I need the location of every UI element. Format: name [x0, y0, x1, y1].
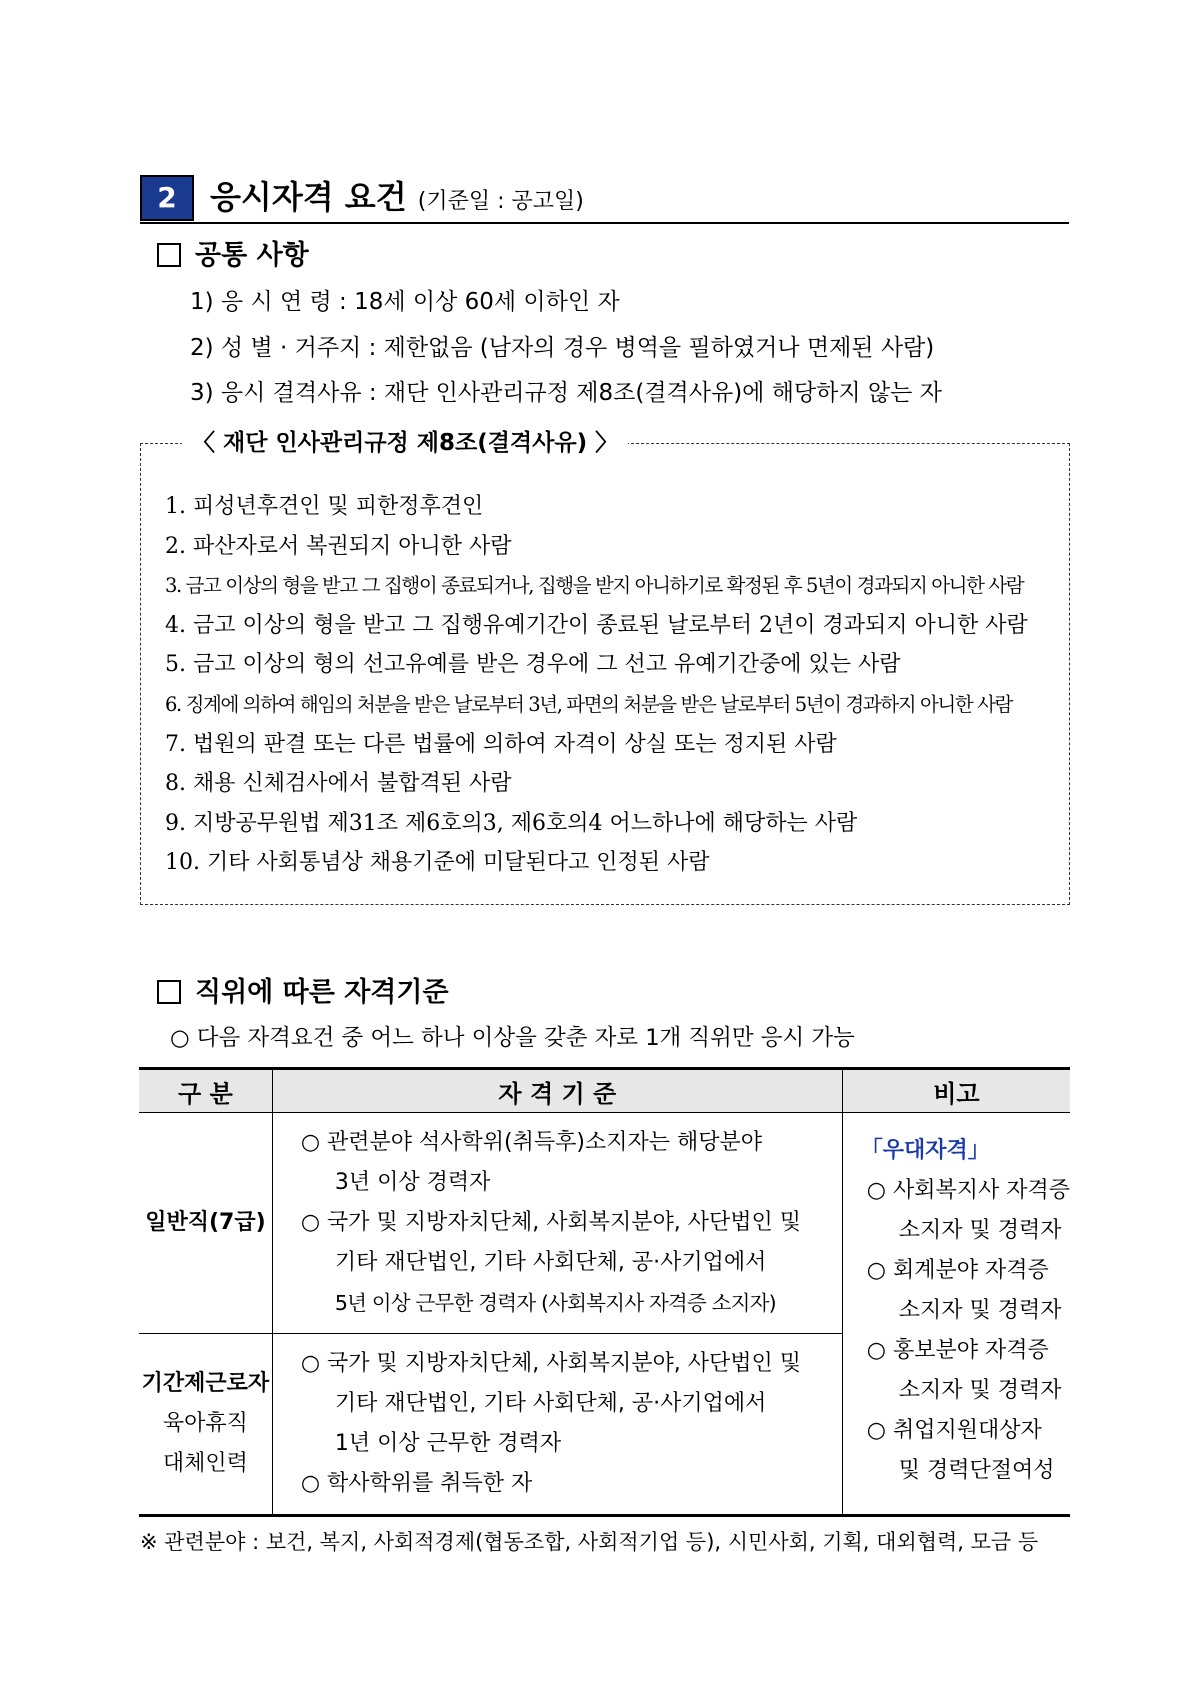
row2-category-line: 육아휴직	[162, 1411, 248, 1436]
row1-line: 5년 이상 근무한 경력자 (사회복지사 자격증 소지자)	[334, 1291, 776, 1315]
common-line-gender: 2) 성 별 · 거주지 : 제한없음 (남자의 경우 병역을 필하였거나 면제된 사람)	[190, 335, 935, 361]
row2-line: 기타 재단법인, 기타 사회단체, 공·사기업에서	[334, 1391, 767, 1416]
row1-line: 3년 이상 경력자	[334, 1170, 491, 1195]
section-subtitle: (기준일 : 공고일)	[417, 189, 584, 214]
common-line-disqualification: 3) 응시 결격사유 : 재단 인사관리규정 제8조(결격사유)에 해당하지 않는 자	[190, 380, 942, 406]
row2-line: 1년 이상 근무한 경력자	[334, 1431, 562, 1456]
table-header-row	[139, 1069, 1070, 1113]
disqualification-item: 7. 법원의 판결 또는 다른 법률에 의하여 자격이 상실 또는 정지된 사람	[165, 732, 837, 757]
common-line-age: 1) 응 시 연 령 : 18세 이상 60세 이하인 자	[190, 289, 620, 315]
header-criteria: 자 격 기 준	[272, 1069, 842, 1113]
row1-line: ○ 국가 및 지방자치단체, 사회복지분야, 사단법인 및	[300, 1210, 802, 1235]
disqualification-item: 6. 징계에 의하여 해임의 처분을 받은 날로부터 3년, 파면의 처분을 받은 날로부터 5년이 경과하지 아니한 사람	[165, 693, 1012, 716]
section-title-text: 응시자격 요건	[210, 178, 407, 216]
criteria-table	[139, 1067, 1070, 1517]
remarks-line: ○ 회계분야 자격증	[866, 1258, 1049, 1283]
remarks-line: 및 경력단절여성	[898, 1458, 1055, 1483]
row2-category-line: 대체인력	[162, 1451, 248, 1476]
disqualification-item: 5. 금고 이상의 형의 선고유예를 받은 경우에 그 선고 유예기간중에 있는 사람	[165, 652, 901, 677]
disqualification-item: 3. 금고 이상의 형을 받고 그 집행이 종료되거나, 집행을 받지 아니하기로 확정된 후 5년이 경과되지 아니한 사람	[165, 574, 1024, 597]
section-number-badge: 2	[140, 175, 194, 221]
checkbox-icon	[157, 980, 181, 1004]
remarks-line: ○ 사회복지사 자격증	[866, 1178, 1070, 1203]
remarks-title: 「우대자격」	[860, 1138, 990, 1163]
row2-line: ○ 국가 및 지방자치단체, 사회복지분야, 사단법인 및	[300, 1351, 802, 1376]
disqualification-item: 2. 파산자로서 복권되지 아니한 사람	[165, 534, 512, 559]
common-heading-text: 공통 사항	[195, 240, 309, 271]
section-header	[140, 172, 1069, 224]
section-title	[210, 175, 584, 224]
row1-line: 기타 재단법인, 기타 사회단체, 공·사기업에서	[334, 1250, 767, 1275]
row2-criteria	[272, 1334, 842, 1516]
disqualification-item: 9. 지방공무원법 제31조 제6호의3, 제6호의4 어느하나에 해당하는 사람	[165, 811, 858, 836]
common-heading	[157, 236, 309, 276]
row1-line: ○ 관련분야 석사학위(취득후)소지자는 해당분야	[300, 1130, 762, 1155]
remarks-line: ○ 취업지원대상자	[866, 1418, 1042, 1443]
row1-category: 일반직(7급)	[139, 1113, 272, 1334]
disqualification-item: 10. 기타 사회통념상 채용기준에 미달된다고 인정된 사람	[165, 850, 710, 875]
footnote: ※ 관련분야 : 보건, 복지, 사회적경제(협동조합, 사회적기업 등), 시민사회, 기획, 대외협력, 모금 등	[140, 1530, 1039, 1554]
row2-line: ○ 학사학위를 취득한 자	[300, 1471, 533, 1496]
header-remarks: 비고	[842, 1069, 1070, 1113]
checkbox-icon	[157, 243, 181, 267]
disqualification-item: 8. 채용 신체검사에서 불합격된 사람	[165, 771, 512, 796]
disqualification-item: 1. 피성년후견인 및 피한정후견인	[165, 494, 484, 519]
disqualification-title: 〈 재단 인사관리규정 제8조(결격사유) 〉	[182, 426, 628, 460]
header-category: 구 분	[139, 1069, 272, 1113]
position-intro: ○ 다음 자격요건 중 어느 하나 이상을 갖춘 자로 1개 직위만 응시 가능	[170, 1025, 855, 1051]
remarks-line: ○ 홍보분야 자격증	[866, 1338, 1049, 1363]
remarks-line: 소지자 및 경력자	[898, 1298, 1062, 1323]
position-heading	[157, 973, 449, 1013]
row1-criteria	[272, 1113, 842, 1334]
row2-category	[139, 1334, 272, 1516]
disqualification-item: 4. 금고 이상의 형을 받고 그 집행유예기간이 종료된 날로부터 2년이 경과되지 아니한 사람	[165, 613, 1028, 638]
remarks-cell	[842, 1113, 1070, 1516]
remarks-line: 소지자 및 경력자	[898, 1378, 1062, 1403]
position-heading-text: 직위에 따른 자격기준	[195, 977, 449, 1008]
table-row	[139, 1113, 1070, 1334]
row2-category-line: 기간제근로자	[141, 1371, 270, 1396]
remarks-line: 소지자 및 경력자	[898, 1218, 1062, 1243]
